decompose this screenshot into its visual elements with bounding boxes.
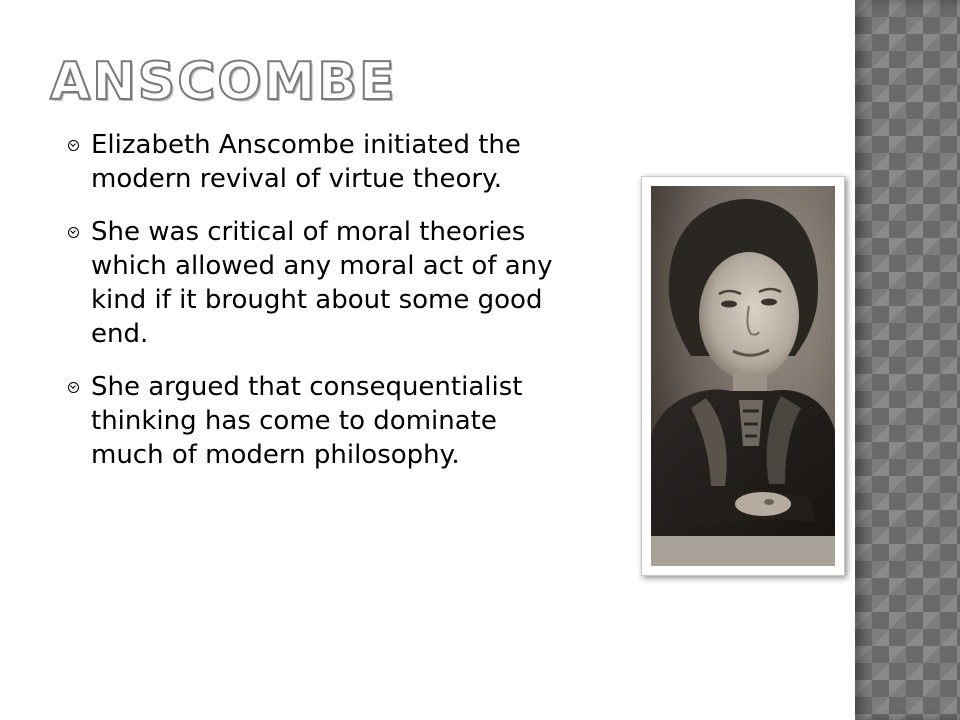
- circled-chevron-icon: [68, 382, 79, 393]
- circled-chevron-icon: [68, 140, 79, 151]
- slide-title: ANSCOMBE: [50, 52, 397, 112]
- right-eye: [761, 299, 777, 306]
- table-surface: [651, 536, 835, 566]
- photo-frame: [641, 176, 845, 576]
- bullet-text: Elizabeth Anscombe initiated the modern revival of virtue theory.: [91, 130, 521, 194]
- face-shape: [699, 252, 799, 380]
- left-eye: [721, 301, 737, 308]
- bullet-text: She was critical of moral theories which allowed any moral act of any kind if it brought about some good end.: [91, 217, 553, 349]
- decorative-side-bar: [855, 0, 960, 720]
- bullet-item: [68, 128, 568, 196]
- bullet-item: [68, 370, 568, 472]
- bullet-list: [68, 128, 568, 491]
- portrait-illustration: [651, 186, 835, 566]
- hand-shape: [735, 492, 791, 516]
- circled-chevron-icon: [68, 227, 79, 238]
- bullet-text: She argued that consequentialist thinking has come to dominate much of modern philosophy.: [91, 372, 523, 470]
- bullet-item: [68, 215, 568, 351]
- ring: [764, 499, 774, 505]
- portrait-photo: [651, 186, 835, 566]
